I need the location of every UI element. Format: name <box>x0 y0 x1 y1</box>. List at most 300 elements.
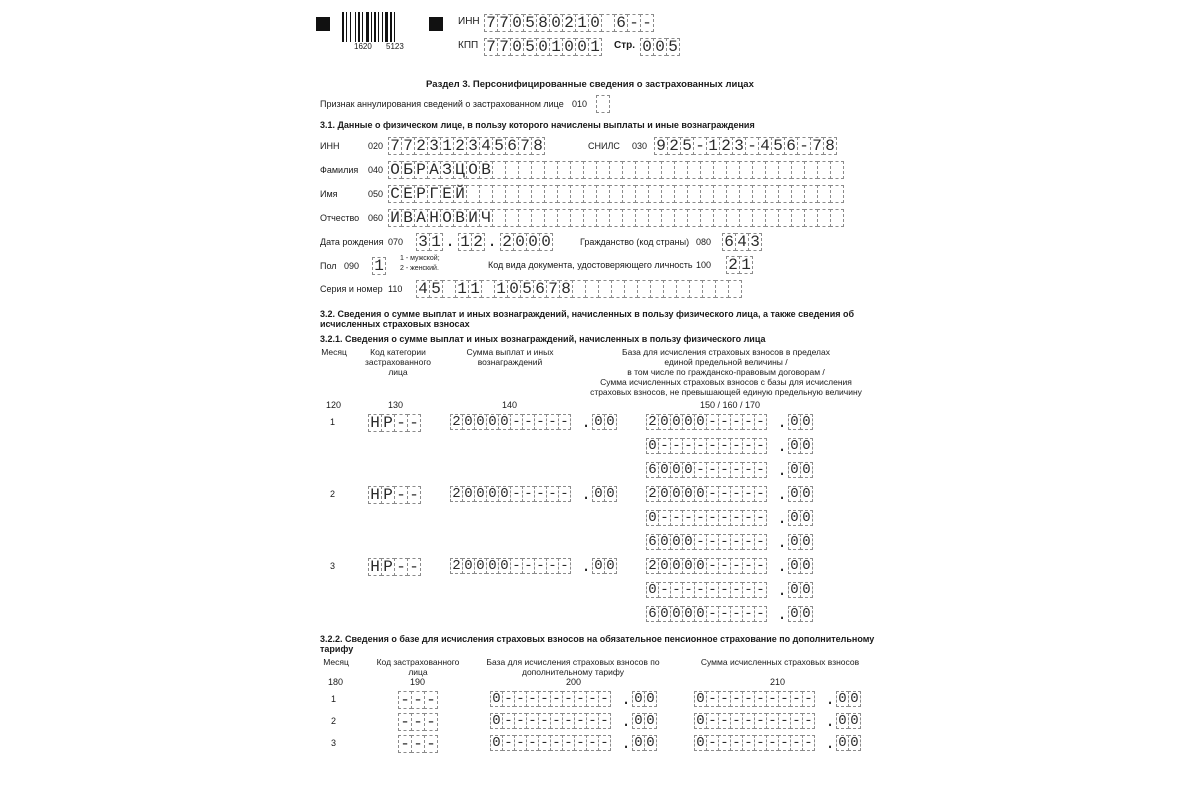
char-cell: 7 <box>497 38 511 56</box>
char-cell: 3 <box>466 137 480 155</box>
char-cell <box>518 185 532 203</box>
sum-dot: . <box>581 486 591 504</box>
char-cell <box>505 185 519 203</box>
gpd-dec-field[interactable] <box>788 582 812 598</box>
insured-code-field[interactable] <box>398 713 437 731</box>
char-cell <box>531 161 545 179</box>
char-cell: - <box>682 510 695 526</box>
char-cell: - <box>514 691 527 707</box>
char-cell: - <box>694 534 707 550</box>
char-cell <box>713 161 727 179</box>
char-cell: 0 <box>490 735 503 751</box>
char-cell: - <box>730 713 743 729</box>
char-cell <box>622 185 636 203</box>
birth-month-field[interactable] <box>458 233 484 251</box>
char-cell: 0 <box>632 713 645 729</box>
registration-mark-right <box>429 17 443 31</box>
char-cell: И <box>388 209 402 227</box>
char-cell <box>601 14 615 32</box>
barcode-bar <box>355 12 356 42</box>
barcode-bar <box>362 12 363 42</box>
char-cell: - <box>802 691 815 707</box>
char-cell: 2 <box>450 486 463 502</box>
gpd-int-field[interactable] <box>646 582 766 598</box>
char-cell: - <box>718 735 731 751</box>
char-cell: - <box>742 606 755 622</box>
char-cell: - <box>586 691 599 707</box>
char-cell <box>804 185 818 203</box>
gpd-dec-field[interactable] <box>788 510 812 526</box>
barcode-bar <box>371 12 372 42</box>
char-cell: 7 <box>484 38 498 56</box>
char-cell: 1 <box>468 280 482 298</box>
char-cell: 0 <box>800 414 813 430</box>
char-cell: 7 <box>497 14 511 32</box>
char-cell: 0 <box>694 606 707 622</box>
add-base-dot: . <box>621 735 631 753</box>
surname-code: 040 <box>368 165 384 175</box>
char-cell: 0 <box>800 510 813 526</box>
category-field[interactable] <box>368 414 420 432</box>
char-cell: 6 <box>646 462 659 478</box>
char-cell: 0 <box>800 534 813 550</box>
sum-dec-field[interactable] <box>592 486 616 502</box>
char-cell: Б <box>401 161 415 179</box>
char-cell: - <box>411 691 425 709</box>
doc-field[interactable] <box>726 256 752 274</box>
contrib-dot: . <box>777 462 787 480</box>
char-cell: - <box>754 558 767 574</box>
char-cell: Й <box>453 185 467 203</box>
series-code: 110 <box>388 284 403 294</box>
char-cell <box>650 280 664 298</box>
char-cell: - <box>802 735 815 751</box>
contrib-dot: . <box>777 606 787 624</box>
cancel-flag-label: Признак аннулирования сведений о застрахованном лице <box>320 99 564 109</box>
char-cell: 2 <box>667 137 681 155</box>
char-cell: 7 <box>401 137 415 155</box>
char-cell <box>689 280 703 298</box>
char-cell: - <box>398 691 412 709</box>
s32-title-line1: 3.2. Сведения о сумме выплат и иных вознаграждений, начисленных в пользу физического лица, а также сведения об <box>320 309 855 319</box>
char-cell <box>726 185 740 203</box>
char-cell: 0 <box>694 713 707 729</box>
char-cell: 8 <box>823 137 837 155</box>
char-cell: - <box>706 534 719 550</box>
char-cell <box>687 161 701 179</box>
surname-label: Фамилия <box>320 165 359 175</box>
add-base-dot: . <box>621 713 631 731</box>
char-cell <box>609 161 623 179</box>
gpd-dot: . <box>777 438 787 456</box>
base-dec-field[interactable] <box>788 414 812 430</box>
char-cell: 0 <box>800 462 813 478</box>
char-cell: 0 <box>694 486 707 502</box>
char-cell: - <box>742 534 755 550</box>
code-sum: 140 <box>502 400 518 410</box>
char-cell: - <box>526 691 539 707</box>
citizenship-field[interactable] <box>722 233 761 251</box>
char-cell: 0 <box>539 233 553 251</box>
char-cell <box>830 185 844 203</box>
add-contrib-dec-field[interactable] <box>836 735 860 751</box>
page-number-field[interactable] <box>640 38 679 56</box>
char-cell: - <box>538 735 551 751</box>
char-cell: О <box>440 209 454 227</box>
char-cell: - <box>718 606 731 622</box>
add-base-int-field[interactable] <box>490 735 610 751</box>
char-cell: - <box>558 414 571 430</box>
contrib-int-field[interactable] <box>646 462 766 478</box>
contrib-int-field[interactable] <box>646 606 766 622</box>
sum-dot: . <box>581 414 591 432</box>
char-cell: 7 <box>546 280 560 298</box>
sex-field[interactable] <box>372 257 385 275</box>
char-cell: - <box>766 713 779 729</box>
char-cell: - <box>658 510 671 526</box>
char-cell: - <box>534 558 547 574</box>
kpp-header-label: КПП <box>458 40 479 51</box>
col322-month: Месяц <box>323 657 349 667</box>
gpd-dec-field[interactable] <box>788 438 812 454</box>
char-cell: 0 <box>800 486 813 502</box>
insured-code-field[interactable] <box>398 691 437 709</box>
char-cell: 0 <box>526 233 540 251</box>
kpp-header-field[interactable] <box>484 38 601 56</box>
char-cell: 0 <box>646 438 659 454</box>
char-cell: - <box>550 713 563 729</box>
char-cell: Г <box>427 185 441 203</box>
base-int-field[interactable] <box>646 486 766 502</box>
char-cell: - <box>411 735 425 753</box>
char-cell: - <box>797 137 811 155</box>
char-cell: 0 <box>562 38 576 56</box>
snils-label: СНИЛС <box>588 141 620 151</box>
char-cell: - <box>598 713 611 729</box>
char-cell <box>726 209 740 227</box>
cancel-flag-field[interactable] <box>596 95 609 113</box>
char-cell: 3 <box>416 233 430 251</box>
char-cell: - <box>754 582 767 598</box>
char-cell: 0 <box>462 486 475 502</box>
add-base-dec-field[interactable] <box>632 735 656 751</box>
char-cell <box>572 280 586 298</box>
sex-hint-2: 2 - женский. <box>400 265 439 272</box>
birth-day-field[interactable] <box>416 233 442 251</box>
category-field[interactable] <box>368 486 420 504</box>
char-cell: - <box>526 735 539 751</box>
sum-dec-field[interactable] <box>592 414 616 430</box>
char-cell: Р <box>414 161 428 179</box>
char-cell: - <box>398 735 412 753</box>
sex-hint-1: 1 - мужской; <box>400 255 440 262</box>
char-cell <box>674 209 688 227</box>
char-cell: - <box>730 606 743 622</box>
char-cell: 0 <box>658 606 671 622</box>
char-cell: 2 <box>450 558 463 574</box>
char-cell: 0 <box>646 582 659 598</box>
char-cell: 2 <box>471 233 485 251</box>
char-cell: 2 <box>646 486 659 502</box>
char-cell: - <box>546 486 559 502</box>
char-cell: 0 <box>658 486 671 502</box>
char-cell <box>648 209 662 227</box>
char-cell: - <box>694 582 707 598</box>
char-cell: 0 <box>644 691 657 707</box>
char-cell: - <box>546 414 559 430</box>
char-cell: - <box>742 735 755 751</box>
char-cell: - <box>706 691 719 707</box>
char-cell: 0 <box>682 462 695 478</box>
add-contrib-int-field[interactable] <box>694 691 814 707</box>
char-cell <box>700 185 714 203</box>
series-label: Серия и номер <box>320 284 383 294</box>
char-cell: 0 <box>604 558 617 574</box>
base-dot: . <box>777 414 787 432</box>
sum-int-field[interactable] <box>450 558 570 574</box>
char-cell: - <box>778 713 791 729</box>
char-cell: 5 <box>680 137 694 155</box>
char-cell: 0 <box>486 486 499 502</box>
birth-code: 070 <box>388 237 404 247</box>
char-cell: - <box>730 414 743 430</box>
char-cell <box>596 161 610 179</box>
char-cell <box>674 161 688 179</box>
char-cell: - <box>706 438 719 454</box>
char-cell: 0 <box>682 534 695 550</box>
char-cell: - <box>694 510 707 526</box>
char-cell: - <box>718 414 731 430</box>
char-cell: С <box>388 185 402 203</box>
char-cell: 0 <box>658 462 671 478</box>
category-field[interactable] <box>368 558 420 576</box>
char-cell: - <box>718 510 731 526</box>
char-cell: - <box>627 14 641 32</box>
char-cell: - <box>790 713 803 729</box>
inn-field[interactable] <box>388 137 544 155</box>
contrib-dec-field[interactable] <box>788 606 812 622</box>
name-field[interactable] <box>388 185 843 203</box>
surname-field[interactable] <box>388 161 843 179</box>
add-contrib-int-field[interactable] <box>694 735 814 751</box>
char-cell <box>648 161 662 179</box>
char-cell: 0 <box>474 558 487 574</box>
add-base-dec-field[interactable] <box>632 713 656 729</box>
char-cell <box>661 161 675 179</box>
char-cell <box>700 209 714 227</box>
char-cell: - <box>730 510 743 526</box>
char-cell: О <box>388 161 402 179</box>
char-cell: - <box>424 735 438 753</box>
char-cell: 2 <box>562 14 576 32</box>
char-cell: 0 <box>486 558 499 574</box>
char-cell: - <box>742 510 755 526</box>
char-cell: - <box>574 735 587 751</box>
char-cell: 0 <box>513 233 527 251</box>
char-cell: 0 <box>682 486 695 502</box>
char-cell: 6 <box>646 534 659 550</box>
page-number-label: Стр. <box>614 40 636 51</box>
char-cell: - <box>598 691 611 707</box>
barcode-bar <box>358 12 360 42</box>
contrib-int-field[interactable] <box>646 534 766 550</box>
char-cell: - <box>538 713 551 729</box>
inn-label: ИНН <box>320 141 340 151</box>
char-cell <box>648 185 662 203</box>
char-cell: 1 <box>455 280 469 298</box>
char-cell: 0 <box>694 558 707 574</box>
base-dot: . <box>777 486 787 504</box>
snils-field[interactable] <box>654 137 836 155</box>
sum-int-field[interactable] <box>450 414 570 430</box>
char-cell <box>674 185 688 203</box>
char-cell: 0 <box>694 414 707 430</box>
barcode-bar <box>374 12 376 42</box>
insured-code-field[interactable] <box>398 735 437 753</box>
add-contrib-dec-field[interactable] <box>836 691 860 707</box>
char-cell <box>817 185 831 203</box>
char-cell: - <box>694 462 707 478</box>
gpd-int-field[interactable] <box>646 510 766 526</box>
char-cell: - <box>407 486 421 504</box>
base-dec-field[interactable] <box>788 486 812 502</box>
char-cell: И <box>466 209 480 227</box>
char-cell: 0 <box>670 462 683 478</box>
inn-code: 020 <box>368 141 384 151</box>
base-dec-field[interactable] <box>788 558 812 574</box>
code322-contrib: 210 <box>770 677 786 687</box>
char-cell <box>765 209 779 227</box>
char-cell: 2 <box>414 137 428 155</box>
char-cell: - <box>394 414 408 432</box>
row-month: 2 <box>331 716 337 726</box>
patronymic-field[interactable] <box>388 209 843 227</box>
char-cell <box>687 209 701 227</box>
char-cell: - <box>706 462 719 478</box>
char-cell: Р <box>381 486 395 504</box>
char-cell: 5 <box>523 38 537 56</box>
char-cell: - <box>742 713 755 729</box>
char-cell: - <box>742 486 755 502</box>
char-cell: - <box>778 735 791 751</box>
char-cell <box>778 161 792 179</box>
char-cell: 0 <box>670 606 683 622</box>
char-cell: 0 <box>788 510 801 526</box>
base-int-field[interactable] <box>646 414 766 430</box>
contrib-dec-field[interactable] <box>788 534 812 550</box>
add-contrib-int-field[interactable] <box>694 713 814 729</box>
char-cell: 2 <box>450 414 463 430</box>
base-dot: . <box>777 558 787 576</box>
char-cell: - <box>658 438 671 454</box>
char-cell: 2 <box>719 137 733 155</box>
char-cell: 0 <box>604 414 617 430</box>
char-cell: - <box>574 691 587 707</box>
char-cell: - <box>730 582 743 598</box>
add-contrib-dot: . <box>825 691 835 709</box>
char-cell <box>583 161 597 179</box>
add-base-int-field[interactable] <box>490 691 610 707</box>
col322-contrib: Сумма исчисленных страховых взносов <box>700 657 860 667</box>
char-cell: 0 <box>670 414 683 430</box>
char-cell: 0 <box>658 414 671 430</box>
char-cell: 0 <box>800 438 813 454</box>
add-base-dec-field[interactable] <box>632 691 656 707</box>
char-cell: Е <box>440 185 454 203</box>
birth-year-field[interactable] <box>500 233 552 251</box>
sum-dec-field[interactable] <box>592 558 616 574</box>
char-cell: 5 <box>492 137 506 155</box>
char-cell <box>830 209 844 227</box>
col322-base: База для исчисления страховых взносов по дополнительному тарифу <box>486 657 660 677</box>
char-cell: 0 <box>575 38 589 56</box>
char-cell <box>544 209 558 227</box>
series-field[interactable] <box>416 280 741 298</box>
col-base-4: Сумма исчисленных страховых взносов с базы для исчисления <box>600 377 852 387</box>
char-cell: - <box>766 691 779 707</box>
char-cell: - <box>502 713 515 729</box>
char-cell: - <box>522 486 535 502</box>
char-cell: 0 <box>800 582 813 598</box>
sum-int-field[interactable] <box>450 486 570 502</box>
char-cell <box>817 209 831 227</box>
char-cell: - <box>550 691 563 707</box>
char-cell: - <box>778 691 791 707</box>
char-cell: - <box>790 691 803 707</box>
char-cell: - <box>424 691 438 709</box>
char-cell: - <box>411 713 425 731</box>
char-cell: - <box>706 582 719 598</box>
char-cell: 0 <box>632 691 645 707</box>
char-cell: - <box>682 582 695 598</box>
char-cell: 2 <box>500 233 514 251</box>
char-cell: 6 <box>614 14 628 32</box>
char-cell: Н <box>368 486 382 504</box>
char-cell: - <box>742 414 755 430</box>
char-cell: 0 <box>604 486 617 502</box>
birth-label: Дата рождения <box>320 237 384 247</box>
name-label: Имя <box>320 189 338 199</box>
barcode-bar <box>382 12 383 42</box>
char-cell: - <box>754 462 767 478</box>
char-cell: - <box>598 735 611 751</box>
char-cell: 0 <box>536 38 550 56</box>
char-cell: - <box>754 414 767 430</box>
char-cell: Е <box>401 185 415 203</box>
char-cell: 0 <box>788 414 801 430</box>
char-cell: - <box>558 558 571 574</box>
gpd-int-field[interactable] <box>646 438 766 454</box>
char-cell: 9 <box>654 137 668 155</box>
char-cell: 7 <box>518 137 532 155</box>
patronymic-label: Отчество <box>320 213 360 223</box>
inn-header-field[interactable] <box>484 14 653 32</box>
char-cell: 0 <box>836 735 849 751</box>
contrib-dot: . <box>777 534 787 552</box>
char-cell: 2 <box>646 414 659 430</box>
char-cell <box>609 209 623 227</box>
contrib-dec-field[interactable] <box>788 462 812 478</box>
base-int-field[interactable] <box>646 558 766 574</box>
char-cell: 4 <box>416 280 430 298</box>
s321-title: 3.2.1. Сведения о сумме выплат и иных вознаграждений, начисленных в пользу физического лица <box>320 334 766 344</box>
add-contrib-dec-field[interactable] <box>836 713 860 729</box>
char-cell <box>531 209 545 227</box>
char-cell: 5 <box>771 137 785 155</box>
char-cell: - <box>730 438 743 454</box>
char-cell: 7 <box>484 14 498 32</box>
add-base-int-field[interactable] <box>490 713 610 729</box>
